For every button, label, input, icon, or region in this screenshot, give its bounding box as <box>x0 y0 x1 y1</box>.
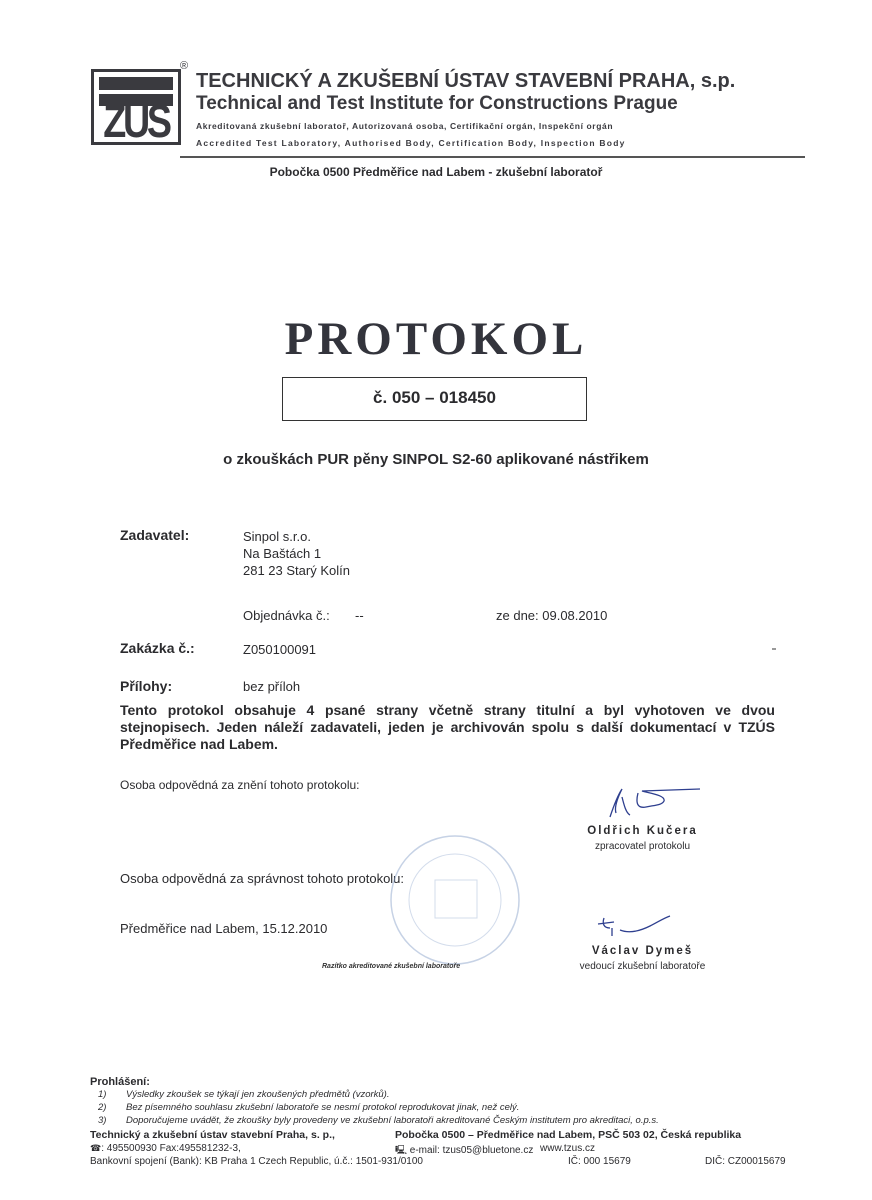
registered-mark: ® <box>180 60 189 72</box>
declaration-item-text: Doporučujeme uvádět, že zkoušky byly provedeny ve zkušební laboratoři akreditované Českým institutem pro akreditaci, o.p.s. <box>126 1115 659 1126</box>
responsible-correctness-label: Osoba odpovědná za správnost tohoto protokolu: <box>120 871 405 886</box>
order-value: -- <box>355 608 364 623</box>
client-name: Sinpol s.r.o. <box>243 529 311 544</box>
footer-bank: Bankovní spojení (Bank): KB Praha 1 Czech Republic, ú.č.: 1501-931/0100 <box>90 1156 423 1167</box>
responsible-content-label: Osoba odpovědná za znění tohoto protokolu: <box>120 778 360 792</box>
protocol-subject: o zkouškách PUR pěny SINPOL S2-60 aplikované nástřikem <box>223 451 649 468</box>
institute-subtitle-cz: Akreditovaná zkušební laboratoř, Autorizovaná osoba, Certifikační orgán, Inspekční orgán <box>196 121 614 131</box>
declaration-title: Prohlášení: <box>90 1076 150 1088</box>
logo-bar-top <box>99 77 173 90</box>
order-date: ze dne: 09.08.2010 <box>496 608 608 623</box>
signer2-role: vedoucí zkušební laboratoře <box>579 961 706 972</box>
client-street: Na Baštách 1 <box>243 546 322 561</box>
institute-logo <box>91 69 181 145</box>
contract-label: Zakázka č.: <box>120 640 195 656</box>
signature-dymes <box>590 912 680 942</box>
declaration-item-text: Bez písemného souhlasu zkušební laboratoře se nesmí protokol reprodukovat jinak, než celý. <box>126 1102 520 1113</box>
footer-website[interactable]: www.tzus.cz <box>540 1143 596 1154</box>
logo-letters: ZÚS <box>103 95 169 147</box>
declaration-item-number: 3) <box>98 1115 107 1126</box>
protocol-number: č. 050 – 018450 <box>373 388 496 407</box>
attachments-label: Přílohy: <box>120 678 173 694</box>
order-label: Objednávka č.: <box>243 608 330 623</box>
institute-subtitle-en: Accredited Test Laboratory, Authorised Body, Certification Body, Inspection Body <box>196 138 626 148</box>
scan-mark <box>772 648 776 650</box>
declaration-item <box>98 1089 389 1100</box>
laboratory-stamp-icon <box>380 830 530 970</box>
footer-ic: IČ: 000 15679 <box>568 1156 631 1167</box>
client-city: 281 23 Starý Kolín <box>243 563 350 578</box>
header-divider <box>180 156 805 158</box>
client-label: Zadavatel: <box>120 527 190 543</box>
institute-name-en: Technical and Test Institute for Constructions Prague <box>196 93 678 114</box>
footer-phone-text: : 495500930 Fax:495581232-3, <box>101 1143 241 1154</box>
protocol-statement: Tento protokol obsahuje 4 psané strany včetně strany titulní a byl vyhotoven ve dvou stejnopisech. Jeden náleží zadavateli, jeden je archivován spolu s další dokumentací v TZÚS Předměřice nad Labem. <box>120 702 775 752</box>
signer1-name: Oldřich Kučera <box>587 825 698 837</box>
computer-icon: 🖳 <box>395 1146 408 1156</box>
footer-branch: Pobočka 0500 – Předměřice nad Labem, PSČ 503 02, Česká republika <box>395 1129 742 1141</box>
attachments-value: bez příloh <box>243 679 301 694</box>
declaration-item-number: 2) <box>98 1102 107 1113</box>
declaration-item-text: Výsledky zkoušek se týkají jen zkoušených předmětů (vzorků). <box>126 1089 390 1100</box>
footer-dic: DIČ: CZ00015679 <box>705 1156 786 1167</box>
declaration-item <box>98 1102 519 1113</box>
place-and-date: Předměřice nad Labem, 15.12.2010 <box>120 921 328 936</box>
institute-name-cz: TECHNICKÝ A ZKUŠEBNÍ ÚSTAV STAVEBNÍ PRAHA, s.p. <box>196 70 736 92</box>
signer1-role: zpracovatel protokolu <box>594 841 691 852</box>
footer-phone <box>90 1143 241 1154</box>
declaration-item <box>98 1115 659 1126</box>
footer-email-text[interactable]: e-mail: tzus05@bluetone.cz <box>407 1145 534 1156</box>
signer2-name: Václav Dymeš <box>591 945 694 957</box>
stamp-caption: Razítko akreditované zkušební laboratoře <box>322 963 461 970</box>
contract-value: Z050100091 <box>243 642 317 657</box>
branch-line: Pobočka 0500 Předměřice nad Labem - zkušební laboratoř <box>269 165 603 179</box>
document-title: PROTOKOL <box>284 313 588 365</box>
declaration-item-number: 1) <box>98 1089 107 1100</box>
signature-kucera <box>600 783 710 821</box>
footer-institute: Technický a zkušební ústav stavební Praha, s. p., <box>90 1129 335 1141</box>
telephone-icon: ☎ <box>90 1144 102 1154</box>
